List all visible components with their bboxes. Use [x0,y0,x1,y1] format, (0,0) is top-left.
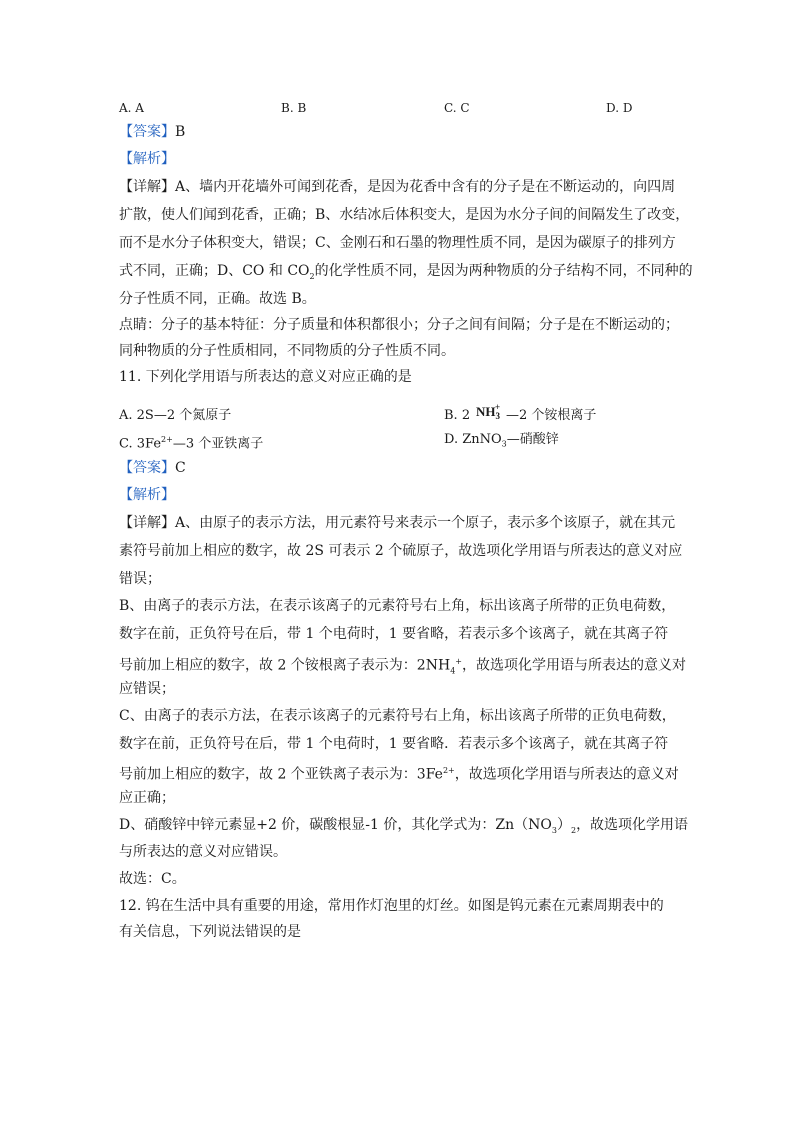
subscript: 2 [570,825,577,835]
q12-stem-line-2: 有关信息，下列说法错误的是 [119,924,301,940]
q10-analysis-tag [119,149,175,169]
answer-tag: 【答案】 [119,460,175,476]
q10-detail-line-2: 扩散，使人们闻到花香，正确；B、水结冰后体积变大，是因为水分子间的间隔发生了改变， [119,207,690,223]
superscript: + [455,657,462,666]
q11-d-line-1 [119,815,688,841]
detail-text: ，故选项化学用语与所表达的意义对 [461,657,686,674]
q10-answer: B [175,124,186,140]
subscript: 2 [309,271,315,281]
q10-detail-line-1 [119,177,675,197]
q10-detail-line-4 [119,261,693,287]
answer-tag: 【答案】 [119,124,175,140]
q11-a-line-3: 错误； [119,571,161,587]
q10-note-line-2: 同种物质的分子性质相同，不同物质的分子性质不同。 [119,343,455,359]
detail-text: 式不同，正确；D、CO 和 CO [119,263,310,279]
q11-b-line-3 [119,652,686,681]
q11-c-line-4: 应正确； [119,790,175,806]
q11-b-line-2: 数字在前，正负符号在后，带 1 个电荷时，1 要省略，若表示多个该离子，就在其离子符 [119,626,669,642]
q10-note-line-1: 点睛：分子的基本特征：分子质量和体积都很小；分子之间有间隔；分子是在不断运动的； [119,317,679,333]
q10-option-d: D. D [606,101,633,115]
option-text: —硝酸锌 [506,432,559,447]
detail-text: A、墙内开花墙外可闻到花香，是因为花香中含有的分子是在不断运动的，向四周 [175,179,676,195]
q10-detail-line-5: 分子性质不同，正确。故选 B。 [119,291,316,307]
q10-option-c: C. C [444,101,470,115]
formula-text: NH [476,404,496,419]
q11-c-line-1: C、由离子的表示方法，在表示该离子的元素符号右上角，标出该离子所带的正负电荷数， [119,708,676,724]
detail-text: ） [556,817,571,833]
q10-answer-line [119,122,185,142]
option-text: —3 个亚铁离子 [172,436,264,452]
subscript: 3 [551,825,557,835]
superscript: + [495,402,501,412]
detail-text: 的化学性质不同，是因为两种物质的分子结构不同，不同种的 [314,263,693,279]
subscript: 3 [501,439,507,449]
option-text: C. 3Fe [119,436,162,452]
q11-c-line-3 [119,761,679,785]
analysis-tag: 【解析】 [119,487,175,503]
subscript: 3 [495,411,500,421]
detail-tag: 【详解】 [119,515,175,531]
q11-b-line-1: B、由离子的表示方法，在表示该离子的元素符号右上角，标出该离子所带的正负电荷数， [119,598,676,614]
detail-text: 号前加上相应的数字，故 2 个铵根离子表示为：2NH [119,657,451,674]
q11-option-b-suffix: —2 个铵根离子 [506,408,597,423]
q11-option-b [444,407,470,425]
option-text: D. ZnNO [444,432,502,447]
q11-option-a: A. 2S—2 个氮原子 [119,408,232,423]
q12-stem-line-1: 12. 钨在生活中具有重要的用途，常用作灯泡里的灯丝。如图是钨元素在元素周期表中的 [119,898,664,914]
q11-a-line-1 [119,513,675,533]
option-text: B. 2 [444,408,471,423]
q11-conclusion: 故选：C。 [119,871,186,887]
analysis-tag: 【解析】 [119,151,175,167]
q11-answer: C [175,460,186,476]
q10-option-a: A. A [119,101,144,115]
detail-tag: 【详解】 [119,179,175,195]
detail-text: D、硝酸锌中锌元素显+2 价，碳酸根显-1 价，其化学式为：Zn（NO [119,817,552,833]
q10-option-b: B. B [281,101,307,115]
q10-detail-line-3: 而不是水分子体积变大，错误；C、金刚石和石墨的物理性质不同，是因为碳原子的排列方 [119,235,676,251]
detail-text: ，故选项化学用语与所表达的意义对 [454,766,679,783]
detail-text: ，故选项化学用语 [576,817,689,833]
superscript: 2+ [442,766,455,775]
detail-text: 号前加上相应的数字，故 2 个亚铁离子表示为：3Fe [119,766,443,783]
q11-analysis-tag [119,485,175,505]
q11-d-line-2: 与所表达的意义对应错误。 [119,844,287,860]
subscript: 4 [450,666,456,676]
q11-option-b-formula [476,400,500,423]
q11-option-c [119,431,263,453]
q11-option-d [444,431,559,454]
q11-b-line-4: 应错误； [119,681,175,697]
q11-a-line-2: 素符号前加上相应的数字，故 2S 可表示 2 个硫原子，故选项化学用语与所表达的意义对应 [119,543,683,559]
detail-text: A、由原子的表示方法，用元素符号来表示一个原子，表示多个该原子，就在其元 [175,515,676,531]
q11-answer-line [119,458,186,478]
q11-stem: 11. 下列化学用语与所表达的意义对应正确的是 [119,369,412,385]
superscript: 2+ [161,435,173,444]
q11-c-line-2: 数字在前，正负符号在后，带 1 个电荷时，1 要省略．若表示多个该离子，就在其离子符 [119,736,669,752]
